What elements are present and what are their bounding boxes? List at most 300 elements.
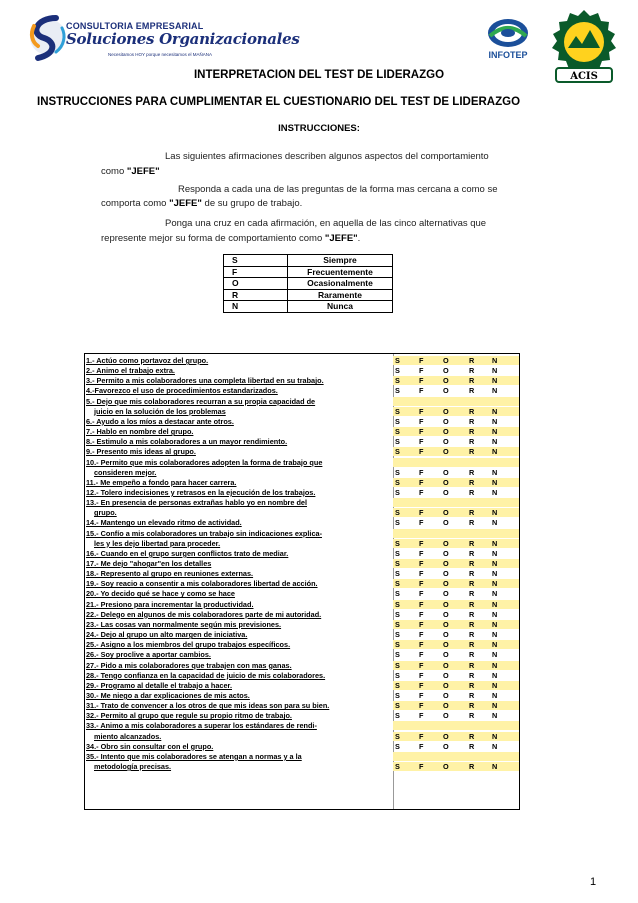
question-row (85, 671, 519, 681)
swirl-logo-icon (26, 12, 70, 62)
instructions-heading: INSTRUCCIONES: (278, 123, 360, 134)
logo-line-2: Soluciones Organizacionales (66, 30, 300, 48)
option-f[interactable]: F (419, 599, 424, 609)
option-n[interactable]: N (492, 589, 498, 599)
option-n[interactable]: N (492, 741, 498, 751)
question-row (85, 559, 519, 569)
question-row (85, 386, 519, 396)
option-s[interactable]: S (395, 660, 400, 670)
option-s[interactable]: S (395, 416, 400, 426)
question-text: 5.- Dejo que mis colaboradores recurran a su propia capacidad de (86, 396, 316, 406)
answer-options[interactable] (393, 518, 519, 527)
logo-line-1: CONSULTORIA EMPRESARIAL (66, 21, 204, 31)
option-o[interactable]: O (443, 356, 449, 365)
answer-options[interactable] (393, 356, 519, 365)
option-n[interactable]: N (492, 701, 498, 711)
option-s[interactable]: S (395, 680, 400, 690)
option-r[interactable]: R (469, 650, 475, 660)
option-r[interactable]: R (469, 538, 475, 548)
option-r[interactable]: R (469, 487, 475, 497)
option-r[interactable]: R (469, 427, 475, 437)
option-n[interactable]: N (492, 599, 498, 609)
answer-options[interactable] (393, 468, 519, 477)
option-s[interactable]: S (395, 690, 400, 700)
answer-options[interactable] (393, 376, 519, 385)
question-text: 29.- Programo al detalle el trabajo a hacer. (86, 680, 232, 690)
option-o[interactable]: O (443, 680, 449, 690)
instructions-p2-line1: Responda a cada una de las preguntas de la forma mas cercana a como se (178, 184, 498, 195)
answer-options[interactable] (393, 427, 519, 436)
option-r[interactable]: R (469, 508, 475, 518)
option-s[interactable]: S (395, 711, 400, 721)
option-n[interactable]: N (492, 609, 498, 619)
instructions-p3-line1: Ponga una cruz en cada afirmación, en aquella de las cinco alternativas que (165, 218, 487, 229)
option-r[interactable]: R (469, 437, 475, 447)
question-text: 31.- Trato de convencer a los otros de que mis ideas son para su bien. (86, 701, 330, 711)
option-r[interactable]: R (469, 467, 475, 477)
answer-options[interactable] (393, 661, 519, 670)
option-cell-blank (393, 498, 519, 507)
option-r[interactable]: R (469, 477, 475, 487)
option-s[interactable]: S (395, 508, 400, 518)
option-r[interactable]: R (469, 680, 475, 690)
option-n[interactable]: N (492, 630, 498, 640)
question-text: 35.- Intento que mis colaboradores se atengan a normas y a la (86, 751, 302, 761)
option-s[interactable]: S (395, 477, 400, 487)
question-text-continued: miento alcanzados. (94, 731, 162, 741)
question-row (85, 529, 519, 549)
option-s[interactable]: S (395, 761, 400, 771)
option-r[interactable]: R (469, 701, 475, 711)
answer-options[interactable] (393, 630, 519, 639)
option-n[interactable]: N (492, 518, 498, 528)
question-row (85, 600, 519, 610)
option-s[interactable]: S (395, 548, 400, 558)
option-r[interactable]: R (469, 609, 475, 619)
option-o[interactable]: O (443, 579, 449, 589)
option-o[interactable]: O (443, 609, 449, 619)
answer-options[interactable] (393, 762, 519, 771)
option-s[interactable]: S (395, 599, 400, 609)
answer-options[interactable] (393, 437, 519, 446)
question-row (85, 589, 519, 599)
option-n[interactable]: N (492, 406, 498, 416)
option-s[interactable]: S (395, 630, 400, 640)
question-text: 28.- Tengo confianza en la capacidad de juicio de mis colaboradores. (86, 670, 326, 680)
option-s[interactable]: S (395, 406, 400, 416)
option-n[interactable]: N (492, 467, 498, 477)
question-text: 14.- Mantengo un elevado ritmo de actividad. (86, 518, 242, 528)
question-row (85, 711, 519, 721)
option-n[interactable]: N (492, 538, 498, 548)
question-row (85, 488, 519, 498)
option-f[interactable]: F (419, 569, 424, 579)
consultoria-logo (26, 12, 300, 62)
option-f[interactable]: F (419, 477, 424, 487)
option-s[interactable]: S (395, 609, 400, 619)
answer-options[interactable] (393, 620, 519, 629)
option-n[interactable]: N (492, 356, 498, 365)
option-o[interactable]: O (443, 427, 449, 437)
question-text: 21.- Presiono para incrementar la productividad. (86, 599, 254, 609)
option-s[interactable]: S (395, 427, 400, 437)
option-r[interactable]: R (469, 416, 475, 426)
option-r[interactable]: R (469, 447, 475, 457)
questionnaire-table (84, 353, 520, 810)
option-o[interactable]: O (443, 690, 449, 700)
option-r[interactable]: R (469, 630, 475, 640)
question-row (85, 640, 519, 650)
question-row (85, 691, 519, 701)
option-n[interactable]: N (492, 386, 498, 396)
option-r[interactable]: R (469, 548, 475, 558)
option-o[interactable]: O (443, 477, 449, 487)
option-r[interactable]: R (469, 376, 475, 386)
option-cell-blank (393, 752, 519, 761)
option-n[interactable]: N (492, 487, 498, 497)
option-f[interactable]: F (419, 589, 424, 599)
question-text: 30.- Me niego a dar explicaciones de mis actos. (86, 690, 250, 700)
option-s[interactable]: S (395, 386, 400, 396)
option-f[interactable]: F (419, 538, 424, 548)
option-n[interactable]: N (492, 447, 498, 457)
option-o[interactable]: O (443, 589, 449, 599)
option-f[interactable]: F (419, 386, 424, 396)
option-o[interactable]: O (443, 518, 449, 528)
option-f[interactable]: F (419, 650, 424, 660)
option-f[interactable]: F (419, 467, 424, 477)
option-s[interactable]: S (395, 356, 400, 365)
legend-row: S Siempre (224, 255, 393, 267)
option-r[interactable]: R (469, 599, 475, 609)
option-n[interactable]: N (492, 559, 498, 568)
option-s[interactable]: S (395, 650, 400, 660)
option-r[interactable]: R (469, 366, 475, 376)
question-row (85, 498, 519, 518)
option-f[interactable]: F (419, 660, 424, 670)
question-text: 7.- Hablo en nombre del grupo. (86, 427, 194, 437)
option-n[interactable]: N (492, 569, 498, 579)
answer-options[interactable] (393, 742, 519, 751)
answer-options[interactable] (393, 701, 519, 710)
option-o[interactable]: O (443, 366, 449, 376)
question-row (85, 376, 519, 386)
option-n[interactable]: N (492, 690, 498, 700)
option-n[interactable]: N (492, 670, 498, 680)
option-f[interactable]: F (419, 630, 424, 640)
question-text: 24.- Dejo al grupo un alto margen de iniciativa. (86, 630, 248, 640)
question-text: 32.- Permito al grupo que regule su propio ritmo de trabajo. (86, 711, 292, 721)
option-f[interactable]: F (419, 731, 424, 741)
option-n[interactable]: N (492, 731, 498, 741)
question-text: 17.- Me dejo "ahogar"en los detalles (86, 559, 212, 568)
question-row (85, 650, 519, 660)
option-s[interactable]: S (395, 487, 400, 497)
question-text: 12.- Tolero indecisiones y retrasos en la ejecución de los trabajos. (86, 487, 316, 497)
option-r[interactable]: R (469, 406, 475, 416)
answer-options[interactable] (393, 589, 519, 598)
option-f[interactable]: F (419, 680, 424, 690)
question-text: 26.- Soy proclive a aportar cambios. (86, 650, 211, 660)
question-text: 18.- Represento al grupo en reuniones externas. (86, 569, 254, 579)
answer-options[interactable] (393, 478, 519, 487)
option-f[interactable]: F (419, 741, 424, 751)
option-r[interactable]: R (469, 589, 475, 599)
option-o[interactable]: O (443, 447, 449, 457)
answer-options[interactable] (393, 488, 519, 497)
option-n[interactable]: N (492, 366, 498, 376)
option-s[interactable]: S (395, 579, 400, 589)
option-o[interactable]: O (443, 548, 449, 558)
option-r[interactable]: R (469, 559, 475, 568)
option-cell-blank (393, 529, 519, 538)
option-o[interactable]: O (443, 701, 449, 711)
option-s[interactable]: S (395, 569, 400, 579)
option-n[interactable]: N (492, 579, 498, 589)
option-o[interactable]: O (443, 630, 449, 640)
question-row (85, 752, 519, 772)
option-r[interactable]: R (469, 731, 475, 741)
option-f[interactable]: F (419, 579, 424, 589)
answer-options[interactable] (393, 671, 519, 680)
option-s[interactable]: S (395, 701, 400, 711)
question-text: 19.- Soy reacio a consentir a mis colaboradores libertad de acción. (86, 579, 318, 589)
question-text: 13.- En presencia de personas extrañas hablo yo en nombre del (86, 498, 308, 508)
option-s[interactable]: S (395, 640, 400, 650)
answer-options[interactable] (393, 508, 519, 517)
question-text: 27.- Pido a mis colaboradores que trabajen con mas ganas. (86, 660, 292, 670)
question-row (85, 518, 519, 528)
option-f[interactable]: F (419, 518, 424, 528)
option-s[interactable]: S (395, 366, 400, 376)
option-f[interactable]: F (419, 548, 424, 558)
question-text-continued: consideren mejor. (94, 467, 157, 477)
option-o[interactable]: O (443, 569, 449, 579)
option-o[interactable]: O (443, 416, 449, 426)
question-row (85, 620, 519, 630)
legend-row: F Frecuentemente (224, 266, 393, 278)
option-s[interactable]: S (395, 741, 400, 751)
option-n[interactable]: N (492, 427, 498, 437)
page-number: 1 (590, 876, 597, 888)
option-o[interactable]: O (443, 538, 449, 548)
question-row (85, 681, 519, 691)
question-text: 11.- Me empeño a fondo para hacer carrera. (86, 477, 237, 487)
option-cell-blank (393, 721, 519, 730)
option-r[interactable]: R (469, 741, 475, 751)
question-row (85, 569, 519, 579)
option-f[interactable]: F (419, 670, 424, 680)
question-text: 33.- Animo a mis colaboradores a superar los estándares de rendi- (86, 721, 317, 731)
question-row (85, 427, 519, 437)
option-f[interactable]: F (419, 711, 424, 721)
option-s[interactable]: S (395, 619, 400, 629)
answer-options[interactable] (393, 610, 519, 619)
option-o[interactable]: O (443, 386, 449, 396)
legend-row: O Ocasionalmente (224, 278, 393, 290)
legend-row: R Raramente (224, 289, 393, 301)
option-o[interactable]: O (443, 559, 449, 568)
option-f[interactable]: F (419, 690, 424, 700)
option-r[interactable]: R (469, 670, 475, 680)
logo-tagline: Necesitamos HOY porque necesitamos el MAÑANA (108, 52, 212, 57)
option-o[interactable]: O (443, 406, 449, 416)
question-text-continued: juicio en la solución de los problemas (94, 406, 226, 416)
option-f[interactable]: F (419, 376, 424, 386)
option-f[interactable]: F (419, 437, 424, 447)
answer-options[interactable] (393, 650, 519, 659)
answer-options[interactable] (393, 417, 519, 426)
infotep-label: INFOTEP (488, 50, 528, 60)
question-text: 1.- Actúo como portavoz del grupo. (86, 356, 209, 365)
option-o[interactable]: O (443, 711, 449, 721)
option-r[interactable]: R (469, 518, 475, 528)
option-s[interactable]: S (395, 589, 400, 599)
question-text: 2.- Animo el trabajo extra. (86, 366, 175, 376)
option-o[interactable]: O (443, 619, 449, 629)
answer-options[interactable] (393, 539, 519, 548)
question-row (85, 458, 519, 478)
option-r[interactable]: R (469, 386, 475, 396)
instructions-p1-line1: Las siguientes afirmaciones describen algunos aspectos del comportamiento (165, 151, 489, 162)
option-r[interactable]: R (469, 619, 475, 629)
option-o[interactable]: O (443, 508, 449, 518)
answer-options[interactable] (393, 681, 519, 690)
option-f[interactable]: F (419, 447, 424, 457)
option-o[interactable]: O (443, 376, 449, 386)
option-s[interactable]: S (395, 518, 400, 528)
option-f[interactable]: F (419, 559, 424, 568)
answer-options[interactable] (393, 559, 519, 568)
option-n[interactable]: N (492, 680, 498, 690)
option-n[interactable]: N (492, 548, 498, 558)
answer-options[interactable] (393, 691, 519, 700)
option-f[interactable]: F (419, 619, 424, 629)
option-f[interactable]: F (419, 609, 424, 619)
answer-options[interactable] (393, 549, 519, 558)
option-o[interactable]: O (443, 467, 449, 477)
answer-options[interactable] (393, 600, 519, 609)
option-o[interactable]: O (443, 437, 449, 447)
option-n[interactable]: N (492, 660, 498, 670)
answer-options[interactable] (393, 407, 519, 416)
option-o[interactable]: O (443, 670, 449, 680)
option-f[interactable]: F (419, 406, 424, 416)
option-o[interactable]: O (443, 487, 449, 497)
option-n[interactable]: N (492, 376, 498, 386)
option-o[interactable]: O (443, 650, 449, 660)
question-row (85, 661, 519, 671)
option-n[interactable]: N (492, 508, 498, 518)
answer-options[interactable] (393, 579, 519, 588)
option-r[interactable]: R (469, 569, 475, 579)
option-f[interactable]: F (419, 508, 424, 518)
answer-options[interactable] (393, 366, 519, 375)
option-n[interactable]: N (492, 640, 498, 650)
question-row (85, 742, 519, 752)
page-subtitle: INSTRUCCIONES PARA CUMPLIMENTAR EL CUESTIONARIO DEL TEST DE LIDERAZGO (37, 96, 521, 108)
question-text-continued: metodología precisas. (94, 761, 172, 771)
option-s[interactable]: S (395, 670, 400, 680)
question-row (85, 366, 519, 376)
question-text: 20.- Yo decido qué se hace y como se hace (86, 589, 235, 599)
question-text: 15.- Confío a mis colaboradores un trabajo sin indicaciones explica- (86, 528, 322, 538)
option-o[interactable]: O (443, 741, 449, 751)
question-row (85, 721, 519, 741)
option-f[interactable]: F (419, 701, 424, 711)
option-o[interactable]: O (443, 761, 449, 771)
option-n[interactable]: N (492, 619, 498, 629)
option-n[interactable]: N (492, 477, 498, 487)
answer-options[interactable] (393, 386, 519, 395)
question-text-continued: grupo. (94, 508, 117, 518)
question-row (85, 701, 519, 711)
legend-row: N Nunca (224, 301, 393, 313)
answer-options[interactable] (393, 569, 519, 578)
option-f[interactable]: F (419, 416, 424, 426)
question-text: 23.- Las cosas van normalmente según mis previsiones. (86, 619, 282, 629)
option-n[interactable]: N (492, 761, 498, 771)
option-r[interactable]: R (469, 690, 475, 700)
question-text: 10.- Permito que mis colaboradores adopten la forma de trabajo que (86, 457, 323, 467)
option-f[interactable]: F (419, 640, 424, 650)
answer-options[interactable] (393, 732, 519, 741)
option-r[interactable]: R (469, 356, 475, 365)
option-n[interactable]: N (492, 416, 498, 426)
question-row (85, 610, 519, 620)
option-f[interactable]: F (419, 356, 424, 365)
option-f[interactable]: F (419, 761, 424, 771)
question-text: 34.- Obro sin consultar con el grupo. (86, 741, 214, 751)
option-n[interactable]: N (492, 650, 498, 660)
option-s[interactable]: S (395, 559, 400, 568)
option-r[interactable]: R (469, 711, 475, 721)
answer-options[interactable] (393, 711, 519, 720)
option-f[interactable]: F (419, 427, 424, 437)
answer-options[interactable] (393, 447, 519, 456)
option-f[interactable]: F (419, 366, 424, 376)
option-s[interactable]: S (395, 437, 400, 447)
option-s[interactable]: S (395, 467, 400, 477)
option-o[interactable]: O (443, 640, 449, 650)
question-text: 9.- Presento mis ideas al grupo. (86, 447, 196, 457)
option-s[interactable]: S (395, 447, 400, 457)
option-n[interactable]: N (492, 437, 498, 447)
option-f[interactable]: F (419, 487, 424, 497)
option-r[interactable]: R (469, 660, 475, 670)
legend-table (223, 254, 393, 313)
option-r[interactable]: R (469, 579, 475, 589)
option-o[interactable]: O (443, 599, 449, 609)
option-n[interactable]: N (492, 711, 498, 721)
question-row (85, 437, 519, 447)
option-r[interactable]: R (469, 640, 475, 650)
option-cell-blank (393, 458, 519, 467)
option-r[interactable]: R (469, 761, 475, 771)
question-row (85, 549, 519, 559)
option-o[interactable]: O (443, 660, 449, 670)
question-text: 4.-Favorezco el uso de procedimientos estandarizados. (86, 386, 278, 396)
answer-options[interactable] (393, 640, 519, 649)
option-s[interactable]: S (395, 538, 400, 548)
option-s[interactable]: S (395, 376, 400, 386)
option-o[interactable]: O (443, 731, 449, 741)
question-row (85, 397, 519, 417)
jefe-emphasis: "JEFE" (126, 166, 160, 177)
option-s[interactable]: S (395, 731, 400, 741)
question-row (85, 579, 519, 589)
question-text: 16.- Cuando en el grupo surgen conflictos trato de mediar. (86, 548, 289, 558)
